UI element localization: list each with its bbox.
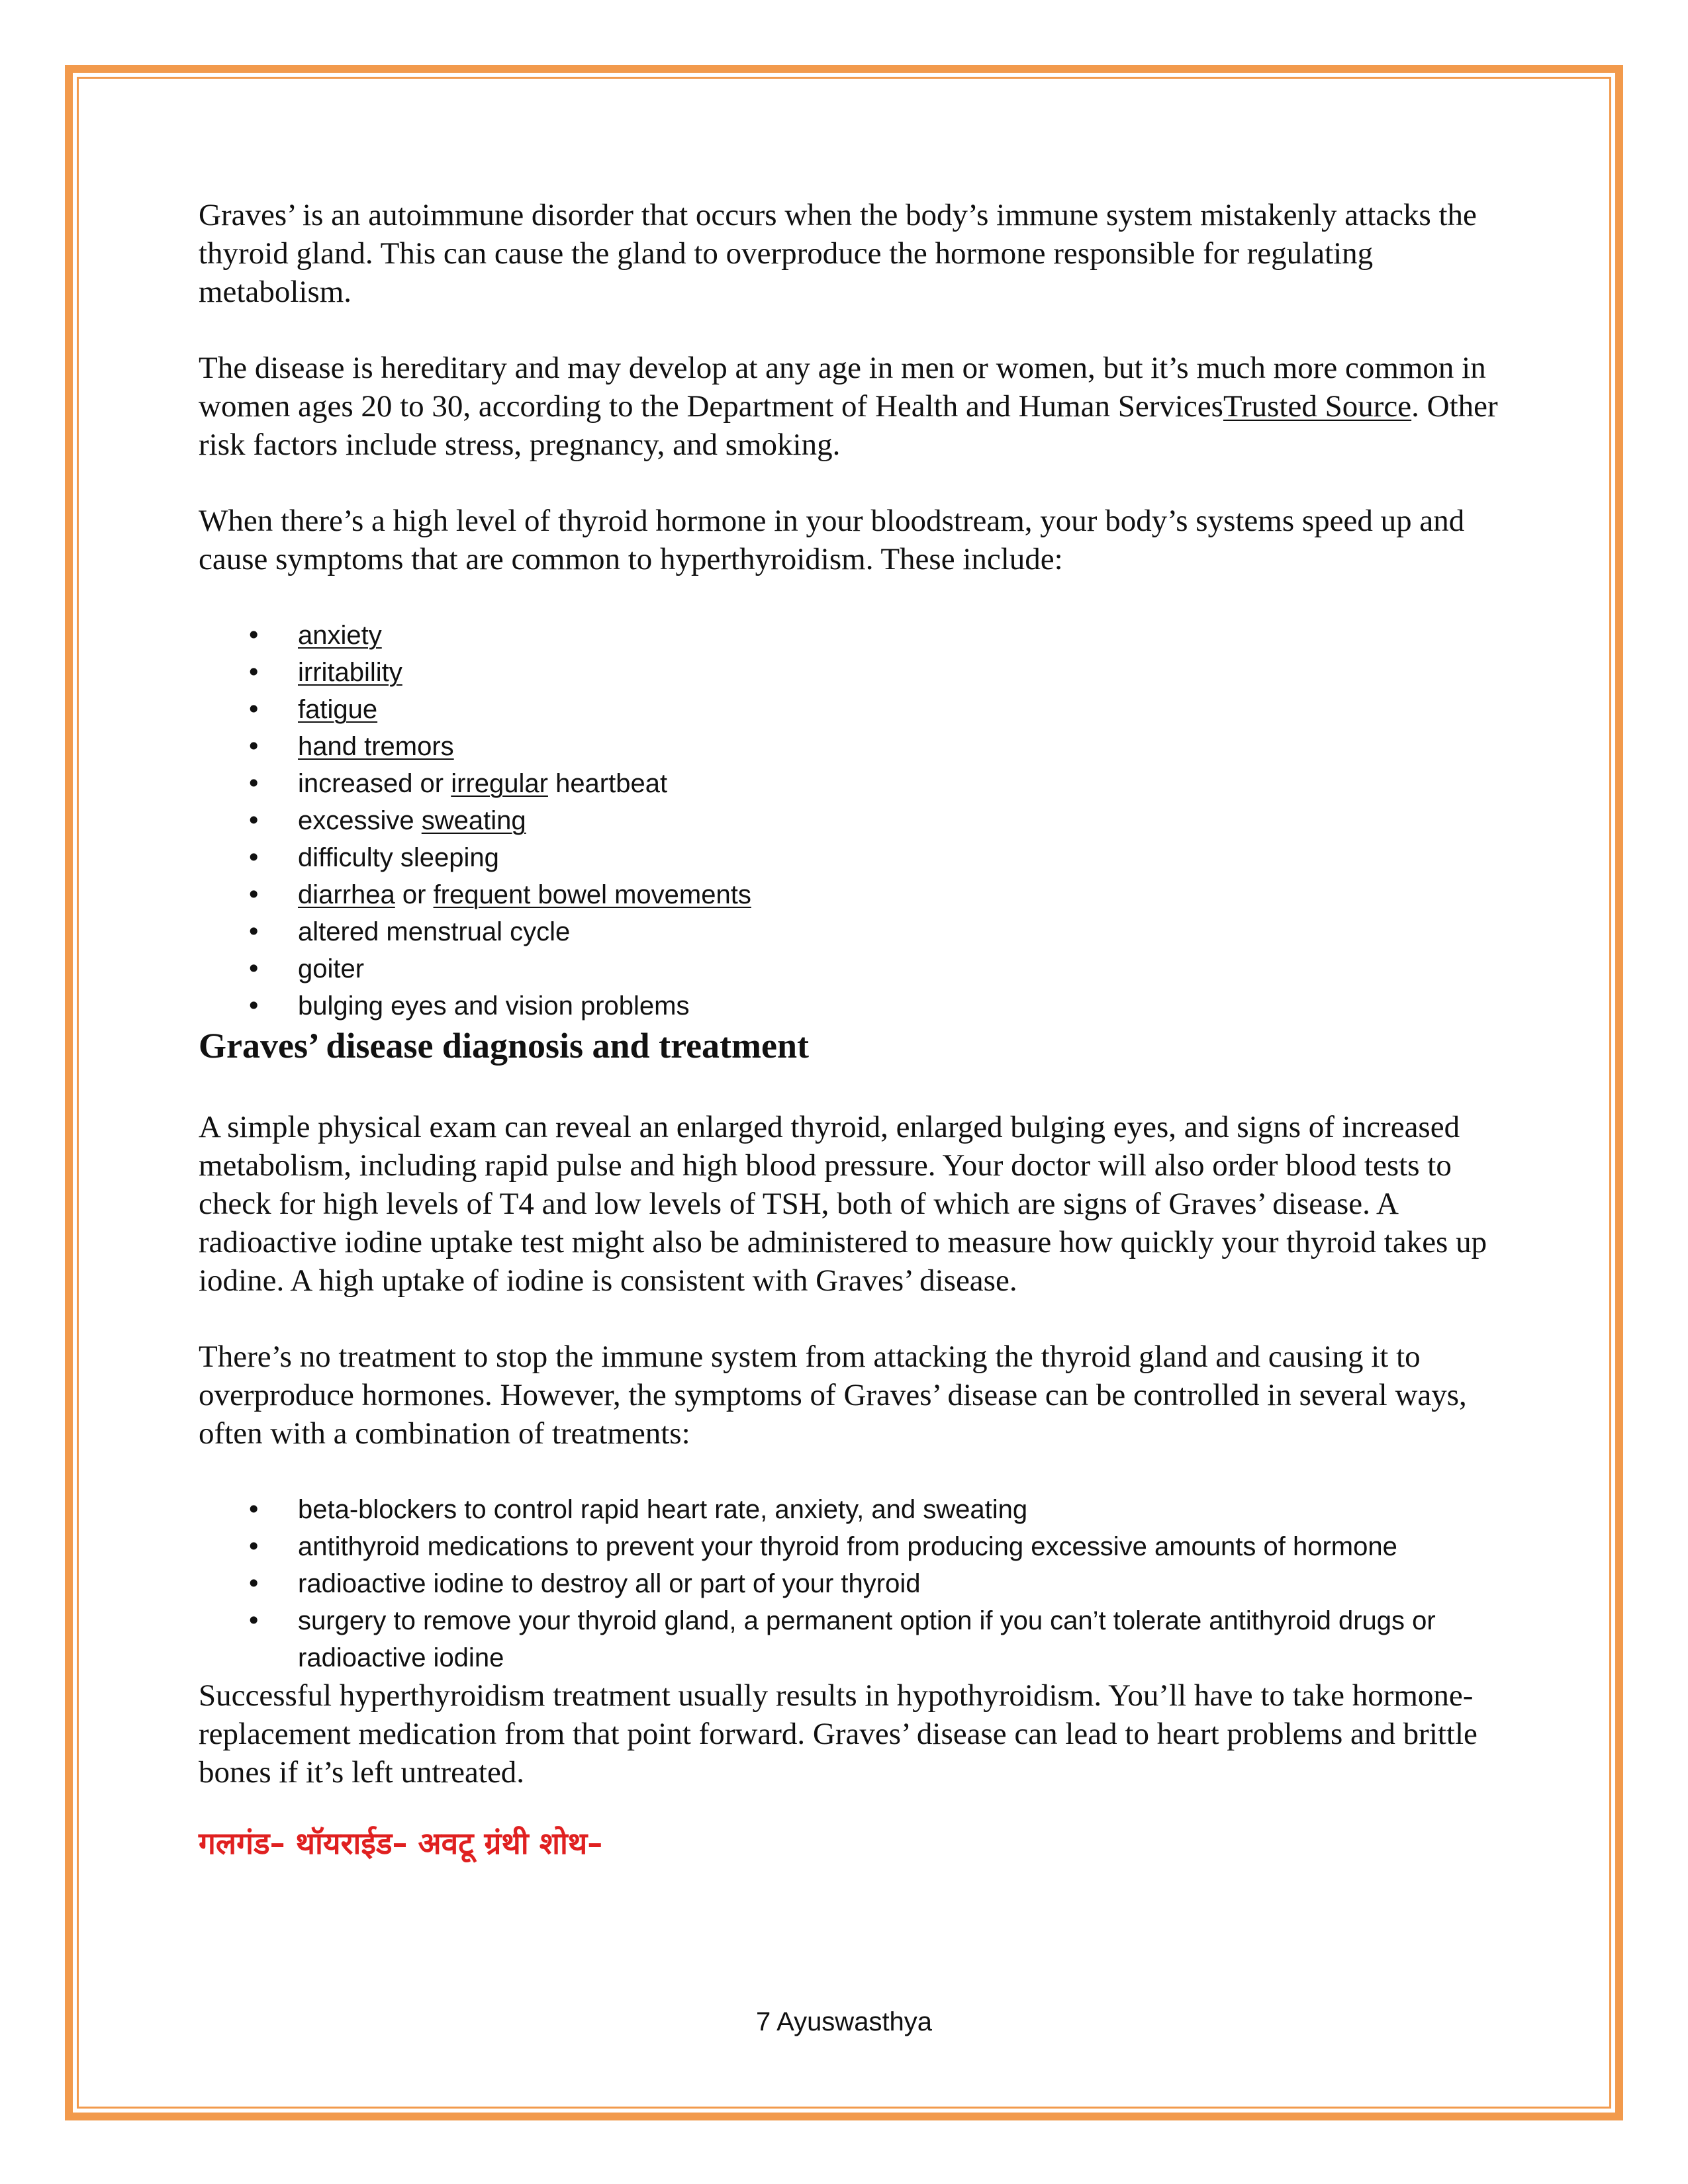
hand-tremors-link[interactable]: hand tremors <box>298 732 454 761</box>
intro-paragraph-2-text-before: The disease is hereditary and may develop at any age in men or women, but it’s much more common in women ages 20 to 30, according to the Department of Health and Human Services <box>199 351 1486 424</box>
intro-paragraph-2 <box>199 349 1509 464</box>
diarrhea-link[interactable]: diarrhea <box>298 880 395 909</box>
list-item <box>199 654 1509 691</box>
sweating-link[interactable]: sweating <box>421 806 526 835</box>
list-item <box>199 839 1509 876</box>
heartbeat-text-before: increased or <box>298 769 451 798</box>
page-footer: 7 Ayuswasthya <box>755 2007 933 2036</box>
list-item <box>199 913 1509 950</box>
symptoms-list <box>199 617 1509 1024</box>
diagnosis-paragraph-2: There’s no treatment to stop the immune system from attacking the thyroid gland and causing it to overproduce hormones. However, the symptoms of Graves’ disease can be controlled in several ways, often with a combination of treatments: <box>199 1340 1467 1451</box>
list-item <box>199 950 1509 987</box>
list-item: • surgery to remove your thyroid gland, a permanent option if you can’t tolerate antithyroid drugs or radioactive iodine <box>199 1602 1509 1676</box>
sleeping-text: difficulty sleeping <box>298 843 499 872</box>
goiter-text: goiter <box>298 954 365 983</box>
closing-paragraph: Successful hyperthyroidism treatment usually results in hypothyroidism. You’ll have to take hormone-replacement medication from that point forward. Graves’ disease can lead to heart problems and brittle bones if it’s left untreated. <box>199 1678 1477 1790</box>
irritability-link[interactable]: irritability <box>298 658 402 687</box>
irregular-link[interactable]: irregular <box>451 769 548 798</box>
treatments-list <box>199 1491 1509 1676</box>
list-item <box>199 728 1509 765</box>
list-item <box>199 987 1509 1024</box>
diagnosis-paragraph-1: A simple physical exam can reveal an enlarged thyroid, enlarged bulging eyes, and signs of increased metabolism, including rapid pulse and high blood pressure. Your doctor will also order blood tests to check for high levels of T4 and low levels of TSH, both of which are signs of Graves’ disease. A radioactive iodine uptake test might also be administered to measure how quickly your thyroid takes up iodine. A high uptake of iodine is consistent with Graves’ disease. <box>199 1110 1487 1298</box>
menstrual-text: altered menstrual cycle <box>298 917 571 946</box>
intro-paragraph-1: Graves’ is an autoimmune disorder that occurs when the body’s immune system mistakenly attacks the thyroid gland. This can cause the gland to overproduce the hormone responsible for regulating metabolism. <box>199 198 1477 309</box>
list-item: • radioactive iodine to destroy all or part of your thyroid <box>199 1565 1509 1602</box>
list-item <box>199 802 1509 839</box>
intro-paragraph-3: When there’s a high level of thyroid hormone in your bloodstream, your body’s systems speed up and cause symptoms that are common to hyperthyroidism. These include: <box>199 504 1465 576</box>
anxiety-link[interactable]: anxiety <box>298 621 382 650</box>
diarrhea-text-mid: or <box>395 880 434 909</box>
list-item: • beta-blockers to control rapid heart rate, anxiety, and sweating <box>199 1491 1509 1528</box>
list-item <box>199 691 1509 728</box>
list-item: • antithyroid medications to prevent your thyroid from producing excessive amounts of hormone <box>199 1528 1509 1565</box>
trusted-source-link[interactable]: Trusted Source <box>1223 389 1412 424</box>
list-item <box>199 876 1509 913</box>
hindi-heading: गलगंड– थॉयराईड– अवटू ग्रंथी शोथ– <box>199 1825 603 1861</box>
sweating-text-before: excessive <box>298 806 422 835</box>
document-body <box>199 196 1509 1863</box>
list-item <box>199 617 1509 654</box>
fatigue-link[interactable]: fatigue <box>298 695 378 724</box>
intro-paragraph-2-text-after: . Other risk factors include stress, pregnancy, and smoking. <box>199 389 1498 462</box>
list-item <box>199 765 1509 802</box>
eyes-text: bulging eyes and vision problems <box>298 991 690 1021</box>
diagnosis-heading: Graves’ disease diagnosis and treatment <box>199 1026 809 1066</box>
frequent-bowel-movements-link[interactable]: frequent bowel movements <box>433 880 751 909</box>
heartbeat-text-after: heartbeat <box>547 769 668 798</box>
